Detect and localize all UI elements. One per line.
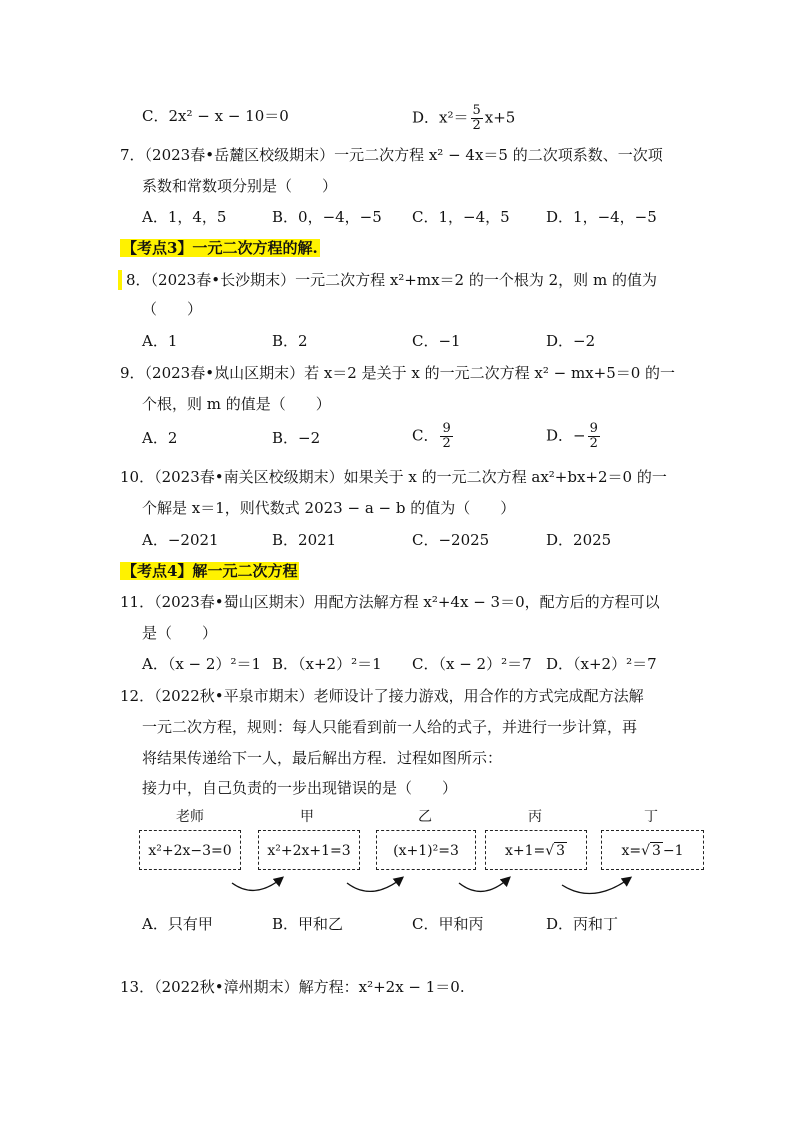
q6-option-d (412, 104, 515, 133)
q6-option-d-prefix: D．x²＝ (412, 108, 469, 127)
relay-box-yi: (x+1)²=3 (376, 830, 476, 870)
q12-line-1: 12．（2022秋•平泉市期末）老师设计了接力游戏，用合作的方式完成配方法解 (120, 687, 644, 705)
arrow-teacher-to-jia (232, 878, 282, 890)
relay-label-jia: 甲 (300, 809, 314, 825)
relay-label-teacher: 老师 (176, 809, 204, 825)
q8-option-b: B．2 (272, 332, 308, 350)
relay-box-ding-suffix: −1 (662, 843, 684, 859)
relay-label-bing: 丙 (528, 809, 542, 825)
relay-box-ding-prefix: x= (621, 843, 642, 859)
arrow-bing-to-ding (562, 878, 630, 894)
fraction-numerator: 9 (442, 421, 451, 436)
sqrt-radicand: 3 (556, 843, 566, 859)
q9-option-b: B．−2 (272, 429, 321, 447)
q12-option-c: C．甲和丙 (412, 915, 484, 933)
q9-option-d-prefix: D．− (546, 426, 586, 445)
relay-box-ding (601, 830, 704, 870)
q8-line-2: （ ） (142, 300, 203, 318)
q11-line-1: 11．（2023春•蜀山区期末）用配方法解方程 x²+4x − 3＝0，配方后的方程可以 (120, 593, 660, 611)
q8-line-1: 8．（2023春•长沙期末）一元二次方程 x²+mx＝2 的一个根为 2，则 m 的值为 (126, 271, 657, 289)
highlight-marker (118, 270, 122, 290)
q9-option-c-fraction (440, 422, 452, 451)
q12-line-4: 接力中，自己负责的一步出现错误的是（ ） (142, 779, 458, 797)
relay-box-bing (485, 830, 587, 870)
q9-option-d (546, 422, 602, 451)
q10-option-c: C．−2025 (412, 531, 490, 549)
q9-option-a: A．2 (142, 429, 178, 447)
section-heading-3-text: 【考点3】一元二次方程的解. (122, 239, 318, 257)
fraction-numerator: 5 (472, 103, 481, 118)
sqrt-symbol: √ 3 (545, 843, 566, 859)
fraction-numerator: 9 (589, 421, 598, 436)
q11-option-d: D．（x+2）²＝7 (546, 655, 657, 673)
section-heading-3 (120, 238, 320, 258)
section-heading-4 (120, 561, 299, 581)
q8-option-a: A．1 (142, 332, 178, 350)
q9-option-c (412, 422, 455, 451)
fraction-denominator: 2 (589, 436, 598, 451)
q11-option-b: B．（x+2）²＝1 (272, 655, 382, 673)
arrow-jia-to-yi (347, 878, 402, 891)
q7-option-d: D．1，−4，−5 (546, 208, 657, 226)
q12-line-3: 将结果传递给下一人，最后解出方程．过程如图所示： (142, 749, 503, 767)
relay-box-bing-prefix: x+1= (504, 843, 546, 859)
arrow-yi-to-bing (459, 878, 509, 891)
sqrt-symbol: √ 3 (641, 843, 661, 859)
q8-option-d: D．−2 (546, 332, 596, 350)
q8-option-c: C．−1 (412, 332, 461, 350)
section-heading-4-text: 【考点4】解一元二次方程 (122, 562, 298, 580)
q10-line-2: 个解是 x＝1，则代数式 2023 − a − b 的值为（ ） (142, 499, 516, 517)
q6-option-c: C．2x² − x − 10＝0 (142, 107, 289, 125)
q7-line-1: 7．（2023春•岳麓区校级期末）一元二次方程 x² − 4x＝5 的二次项系数、一次项 (120, 146, 663, 164)
q10-option-a: A．−2021 (142, 531, 219, 549)
q11-option-a: A．（x − 2）²＝1 (142, 655, 261, 673)
q10-option-b: B．2021 (272, 531, 337, 549)
q12-option-a: A．只有甲 (142, 915, 213, 933)
q12-line-2: 一元二次方程，规则：每人只能看到前一人给的式子，并进行一步计算，再 (142, 718, 638, 736)
fraction-denominator: 2 (472, 118, 481, 133)
sqrt-radicand: 3 (652, 843, 661, 859)
q11-option-c: C．（x − 2）²＝7 (412, 655, 532, 673)
relay-box-jia: x²+2x+1=3 (258, 830, 360, 870)
relay-label-yi: 乙 (418, 809, 432, 825)
q12-option-b: B．甲和乙 (272, 915, 344, 933)
q11-line-2: 是（ ） (142, 624, 218, 642)
q7-option-b: B．0，−4，−5 (272, 208, 382, 226)
q9-option-d-fraction (588, 422, 600, 451)
relay-box-teacher: x²+2x−3=0 (139, 830, 241, 870)
q13-line-1: 13．（2022秋•漳州期末）解方程：x²+2x − 1＝0. (120, 978, 465, 996)
q6-option-d-fraction (471, 104, 483, 133)
q9-line-1: 9．（2023春•岚山区期末）若 x＝2 是关于 x 的一元二次方程 x² − mx+5＝0 的一 (120, 364, 676, 382)
q9-option-c-prefix: C． (412, 426, 439, 445)
relay-label-ding: 丁 (644, 809, 658, 825)
q12-option-d: D．丙和丁 (546, 915, 619, 933)
q7-line-2: 系数和常数项分别是（ ） (142, 177, 338, 195)
q10-line-1: 10．（2023春•南关区校级期末）如果关于 x 的一元二次方程 ax²+bx+2＝0 的一 (120, 468, 667, 486)
q9-line-2: 个根，则 m 的值是（ ） (142, 395, 331, 413)
q10-option-d: D．2025 (546, 531, 612, 549)
q6-option-d-suffix: x+5 (484, 108, 516, 127)
fraction-denominator: 2 (442, 436, 451, 451)
q7-option-c: C．1，−4，5 (412, 208, 510, 226)
q7-option-a: A．1，4，5 (142, 208, 227, 226)
